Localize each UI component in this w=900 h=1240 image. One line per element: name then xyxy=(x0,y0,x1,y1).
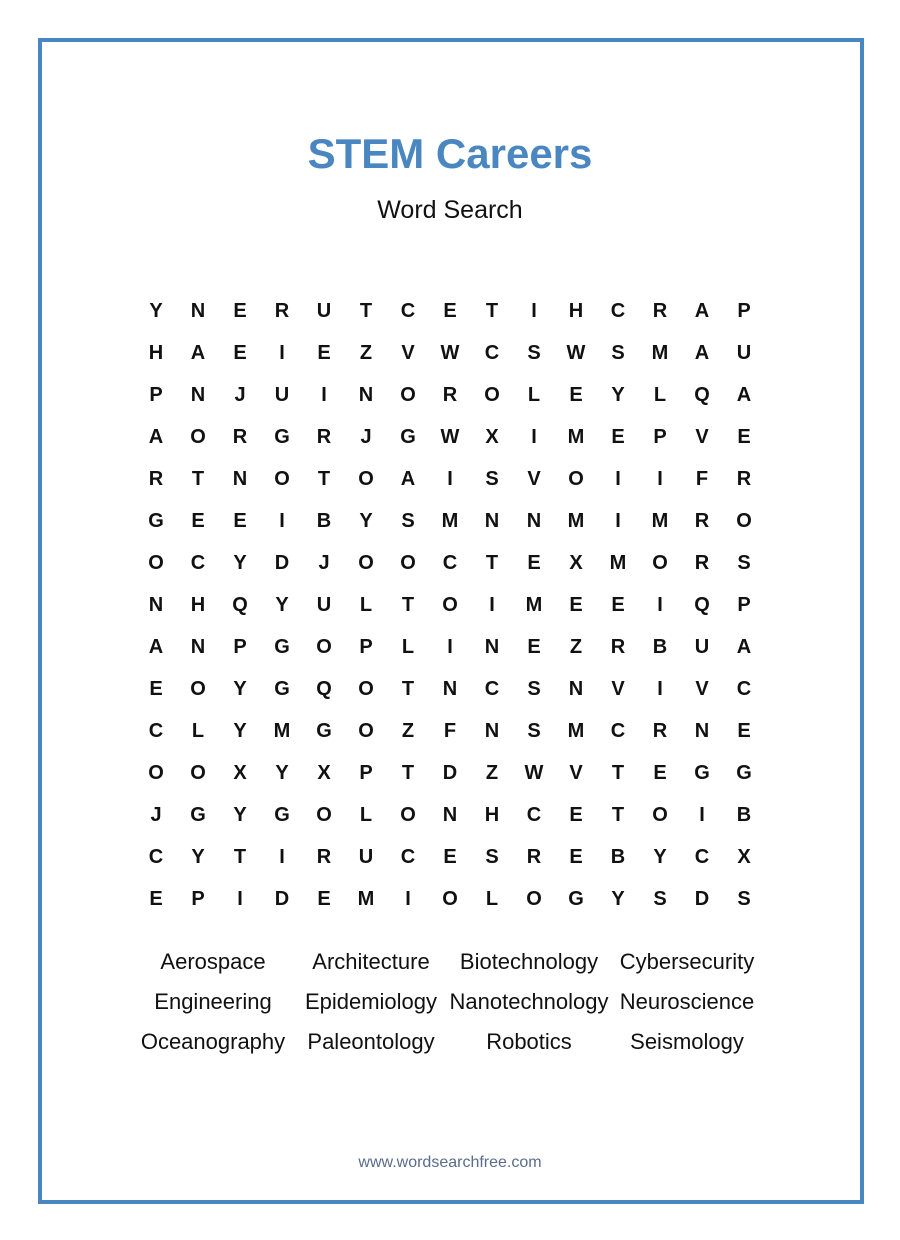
grid-letter: N xyxy=(442,803,458,826)
grid-letter: C xyxy=(610,299,626,322)
grid-letter: W xyxy=(440,425,460,448)
grid-letter: P xyxy=(737,299,751,322)
grid-letter: Y xyxy=(275,761,289,784)
grid-letter: O xyxy=(442,593,458,616)
grid-letter: S xyxy=(527,677,541,700)
grid-letter: B xyxy=(736,803,752,826)
grid-letter: O xyxy=(442,887,458,910)
word-list-item: Seismology xyxy=(630,1029,744,1054)
grid-letter: U xyxy=(316,299,332,322)
grid-letter: N xyxy=(442,677,458,700)
grid-letter: X xyxy=(233,761,247,784)
grid-letter: E xyxy=(443,845,457,868)
grid-letter: U xyxy=(694,635,710,658)
grid-letter: E xyxy=(611,425,625,448)
grid-letter: C xyxy=(484,341,500,364)
grid-letter: V xyxy=(401,341,415,364)
grid-letter: O xyxy=(148,761,164,784)
grid-letter: E xyxy=(443,299,457,322)
grid-letter: G xyxy=(274,425,290,448)
grid-letter: Z xyxy=(485,761,499,784)
grid-letter: I xyxy=(615,467,621,490)
grid-letter: R xyxy=(652,299,668,322)
grid-letter: S xyxy=(485,845,499,868)
grid-letter: O xyxy=(736,509,752,532)
grid-letter: G xyxy=(400,425,416,448)
word-list-item: Biotechnology xyxy=(459,949,599,974)
grid-letter: Y xyxy=(611,383,625,406)
grid-letter: T xyxy=(233,845,247,868)
grid-letter: T xyxy=(401,761,415,784)
grid-letter: E xyxy=(149,677,163,700)
grid-letter: R xyxy=(610,635,626,658)
grid-letter: Y xyxy=(611,887,625,910)
grid-letter: D xyxy=(274,551,290,574)
grid-letter: Y xyxy=(191,845,205,868)
grid-letter: P xyxy=(737,593,751,616)
grid-letter: E xyxy=(653,761,667,784)
grid-letter: E xyxy=(569,845,583,868)
grid-letter: E xyxy=(317,887,331,910)
grid-letter: N xyxy=(484,719,500,742)
grid-letter: W xyxy=(566,341,586,364)
grid-letter: A xyxy=(736,383,752,406)
grid-letter: O xyxy=(148,551,164,574)
grid-letter: O xyxy=(190,425,206,448)
grid-letter: G xyxy=(316,719,332,742)
grid-letter: H xyxy=(148,341,164,364)
grid-letter: Q xyxy=(316,677,332,700)
grid-letter: R xyxy=(694,509,710,532)
grid-letter: Y xyxy=(359,509,373,532)
grid-letter: R xyxy=(736,467,752,490)
grid-letter: Q xyxy=(694,593,710,616)
grid-letter: C xyxy=(400,299,416,322)
grid-letter: J xyxy=(234,383,246,406)
grid-letter: T xyxy=(191,467,205,490)
grid-letter: T xyxy=(485,299,499,322)
grid-letter: S xyxy=(737,887,751,910)
grid-letter: I xyxy=(531,425,537,448)
grid-letter: R xyxy=(148,467,164,490)
grid-letter: L xyxy=(401,635,415,658)
grid-letter: P xyxy=(191,887,205,910)
word-list xyxy=(134,942,766,1062)
grid-letter: C xyxy=(148,719,164,742)
word-list-item: Epidemiology xyxy=(304,989,438,1014)
grid-letter: L xyxy=(359,593,373,616)
grid-letter: Y xyxy=(149,299,163,322)
grid-letter: O xyxy=(358,677,374,700)
grid-letter: T xyxy=(611,761,625,784)
grid-letter: G xyxy=(274,635,290,658)
grid-letter: C xyxy=(694,845,710,868)
grid-letter: N xyxy=(484,509,500,532)
grid-letter: M xyxy=(567,509,585,532)
grid-letter: G xyxy=(148,509,164,532)
grid-letter: P xyxy=(149,383,163,406)
grid-letter: I xyxy=(237,887,243,910)
grid-letter: J xyxy=(150,803,162,826)
grid-letter: J xyxy=(318,551,330,574)
grid-letter: H xyxy=(484,803,500,826)
grid-letter: Q xyxy=(232,593,248,616)
grid-letter: A xyxy=(694,341,710,364)
grid-letter: E xyxy=(569,593,583,616)
word-list-item: Paleontology xyxy=(307,1029,435,1054)
grid-letter: R xyxy=(232,425,248,448)
grid-letter: O xyxy=(358,551,374,574)
grid-letter: O xyxy=(316,803,332,826)
grid-letter: M xyxy=(441,509,459,532)
grid-letter: C xyxy=(442,551,458,574)
grid-letter: E xyxy=(317,341,331,364)
grid-letter: R xyxy=(316,425,332,448)
word-list-item: Neuroscience xyxy=(619,989,755,1014)
grid-letter: R xyxy=(526,845,542,868)
grid-letter: C xyxy=(526,803,542,826)
word-list-item: Architecture xyxy=(312,949,430,974)
grid-letter: E xyxy=(569,803,583,826)
grid-letter: G xyxy=(190,803,206,826)
grid-letter: N xyxy=(190,383,206,406)
grid-letter: O xyxy=(400,803,416,826)
grid-letter: C xyxy=(736,677,752,700)
grid-letter: H xyxy=(190,593,206,616)
footer-url: www.wordsearchfree.com xyxy=(358,1154,542,1171)
grid-letter: T xyxy=(401,593,415,616)
grid-letter: E xyxy=(569,383,583,406)
grid-letter: I xyxy=(405,887,411,910)
grid-letter: Z xyxy=(569,635,583,658)
grid-letter: D xyxy=(694,887,710,910)
grid-letter: E xyxy=(191,509,205,532)
grid-letter: E xyxy=(233,509,247,532)
grid-letter: Z xyxy=(401,719,415,742)
grid-letter: S xyxy=(653,887,667,910)
grid-letter: M xyxy=(651,341,669,364)
grid-letter: V xyxy=(695,677,709,700)
grid-letter: I xyxy=(657,677,663,700)
grid-letter: T xyxy=(401,677,415,700)
grid-letter: W xyxy=(440,341,460,364)
grid-letter: A xyxy=(736,635,752,658)
grid-letter: W xyxy=(524,761,544,784)
grid-letter: F xyxy=(443,719,457,742)
grid-letter: G xyxy=(568,887,584,910)
grid-letter: C xyxy=(190,551,206,574)
grid-letter: P xyxy=(233,635,247,658)
word-list-item: Engineering xyxy=(154,989,272,1014)
grid-letter: H xyxy=(568,299,584,322)
grid-letter: O xyxy=(400,383,416,406)
grid-letter: D xyxy=(274,887,290,910)
grid-letter: E xyxy=(233,299,247,322)
grid-letter: L xyxy=(485,887,499,910)
grid-letter: G xyxy=(736,761,752,784)
grid-letter: R xyxy=(274,299,290,322)
grid-letter: P xyxy=(359,761,373,784)
grid-letter: E xyxy=(527,551,541,574)
grid-letter: N xyxy=(190,299,206,322)
grid-letter: I xyxy=(489,593,495,616)
grid-letter: N xyxy=(694,719,710,742)
grid-letter: A xyxy=(400,467,416,490)
grid-letter: N xyxy=(232,467,248,490)
grid-letter: E xyxy=(149,887,163,910)
grid-letter: X xyxy=(317,761,331,784)
grid-letter: L xyxy=(359,803,373,826)
grid-letter: P xyxy=(359,635,373,658)
grid-letter: R xyxy=(316,845,332,868)
grid-letter: Y xyxy=(233,719,247,742)
grid-letter: O xyxy=(190,677,206,700)
grid-letter: M xyxy=(609,551,627,574)
grid-letter: O xyxy=(190,761,206,784)
grid-letter: G xyxy=(694,761,710,784)
grid-letter: P xyxy=(653,425,667,448)
grid-letter: I xyxy=(699,803,705,826)
grid-letter: O xyxy=(358,467,374,490)
grid-letter: G xyxy=(274,677,290,700)
grid-letter: R xyxy=(442,383,458,406)
grid-letter: S xyxy=(527,719,541,742)
grid-letter: M xyxy=(651,509,669,532)
grid-letter: O xyxy=(400,551,416,574)
grid-letter: L xyxy=(191,719,205,742)
grid-letter: C xyxy=(400,845,416,868)
grid-letter: U xyxy=(316,593,332,616)
grid-letter: T xyxy=(359,299,373,322)
grid-letter: S xyxy=(401,509,415,532)
grid-letter: C xyxy=(484,677,500,700)
grid-letter: V xyxy=(695,425,709,448)
word-list-item: Oceanography xyxy=(140,1029,286,1054)
grid-letter: Y xyxy=(233,803,247,826)
grid-letter: O xyxy=(316,635,332,658)
grid-letter: O xyxy=(526,887,542,910)
grid-letter: O xyxy=(652,803,668,826)
word-list-item: Robotics xyxy=(486,1029,572,1054)
grid-letter: I xyxy=(615,509,621,532)
letter-grid xyxy=(135,290,765,920)
grid-letter: M xyxy=(357,887,375,910)
grid-letter: N xyxy=(568,677,584,700)
grid-letter: C xyxy=(148,845,164,868)
grid-letter: S xyxy=(485,467,499,490)
grid-letter: I xyxy=(657,467,663,490)
grid-letter: X xyxy=(569,551,583,574)
grid-letter: Y xyxy=(233,551,247,574)
grid-letter: B xyxy=(610,845,626,868)
grid-letter: I xyxy=(447,467,453,490)
grid-letter: F xyxy=(695,467,709,490)
grid-letter: O xyxy=(484,383,500,406)
grid-letter: A xyxy=(190,341,206,364)
grid-letter: B xyxy=(316,509,332,532)
grid-letter: O xyxy=(652,551,668,574)
grid-letter: I xyxy=(657,593,663,616)
grid-letter: L xyxy=(527,383,541,406)
grid-letter: A xyxy=(148,425,164,448)
grid-letter: V xyxy=(527,467,541,490)
grid-letter: U xyxy=(274,383,290,406)
grid-letter: E xyxy=(737,719,751,742)
grid-letter: C xyxy=(610,719,626,742)
grid-letter: B xyxy=(652,635,668,658)
grid-letter: S xyxy=(611,341,625,364)
grid-letter: T xyxy=(485,551,499,574)
grid-letter: R xyxy=(694,551,710,574)
grid-letter: X xyxy=(485,425,499,448)
grid-letter: A xyxy=(694,299,710,322)
grid-letter: V xyxy=(611,677,625,700)
grid-letter: Q xyxy=(694,383,710,406)
grid-letter: M xyxy=(273,719,291,742)
grid-letter: I xyxy=(279,845,285,868)
grid-letter: J xyxy=(360,425,372,448)
grid-letter: U xyxy=(736,341,752,364)
grid-letter: E xyxy=(737,425,751,448)
grid-letter: O xyxy=(568,467,584,490)
grid-letter: Y xyxy=(275,593,289,616)
grid-letter: S xyxy=(527,341,541,364)
grid-letter: O xyxy=(358,719,374,742)
grid-letter: S xyxy=(737,551,751,574)
word-list-item: Nanotechnology xyxy=(449,989,609,1014)
page-title: STEM Careers xyxy=(307,130,593,177)
grid-letter: M xyxy=(525,593,543,616)
grid-letter: X xyxy=(737,845,751,868)
grid-letter: R xyxy=(652,719,668,742)
grid-letter: N xyxy=(148,593,164,616)
word-list-item: Cybersecurity xyxy=(619,949,755,974)
grid-letter: I xyxy=(279,509,285,532)
grid-letter: N xyxy=(358,383,374,406)
grid-letter: D xyxy=(442,761,458,784)
grid-letter: L xyxy=(653,383,667,406)
grid-letter: O xyxy=(274,467,290,490)
grid-letter: I xyxy=(321,383,327,406)
grid-letter: M xyxy=(567,719,585,742)
grid-letter: E xyxy=(233,341,247,364)
grid-letter: Y xyxy=(653,845,667,868)
grid-letter: U xyxy=(358,845,374,868)
grid-letter: A xyxy=(148,635,164,658)
grid-letter: E xyxy=(527,635,541,658)
page-subtitle: Word Search xyxy=(377,196,523,224)
grid-letter: I xyxy=(531,299,537,322)
grid-letter: E xyxy=(611,593,625,616)
grid-letter: Y xyxy=(233,677,247,700)
grid-letter: N xyxy=(526,509,542,532)
grid-letter: G xyxy=(274,803,290,826)
grid-letter: I xyxy=(447,635,453,658)
grid-letter: N xyxy=(190,635,206,658)
grid-letter: I xyxy=(279,341,285,364)
grid-letter: Z xyxy=(359,341,373,364)
grid-letter: V xyxy=(569,761,583,784)
grid-letter: T xyxy=(611,803,625,826)
grid-letter: T xyxy=(317,467,331,490)
grid-letter: M xyxy=(567,425,585,448)
grid-letter: N xyxy=(484,635,500,658)
word-list-item: Aerospace xyxy=(160,949,266,974)
